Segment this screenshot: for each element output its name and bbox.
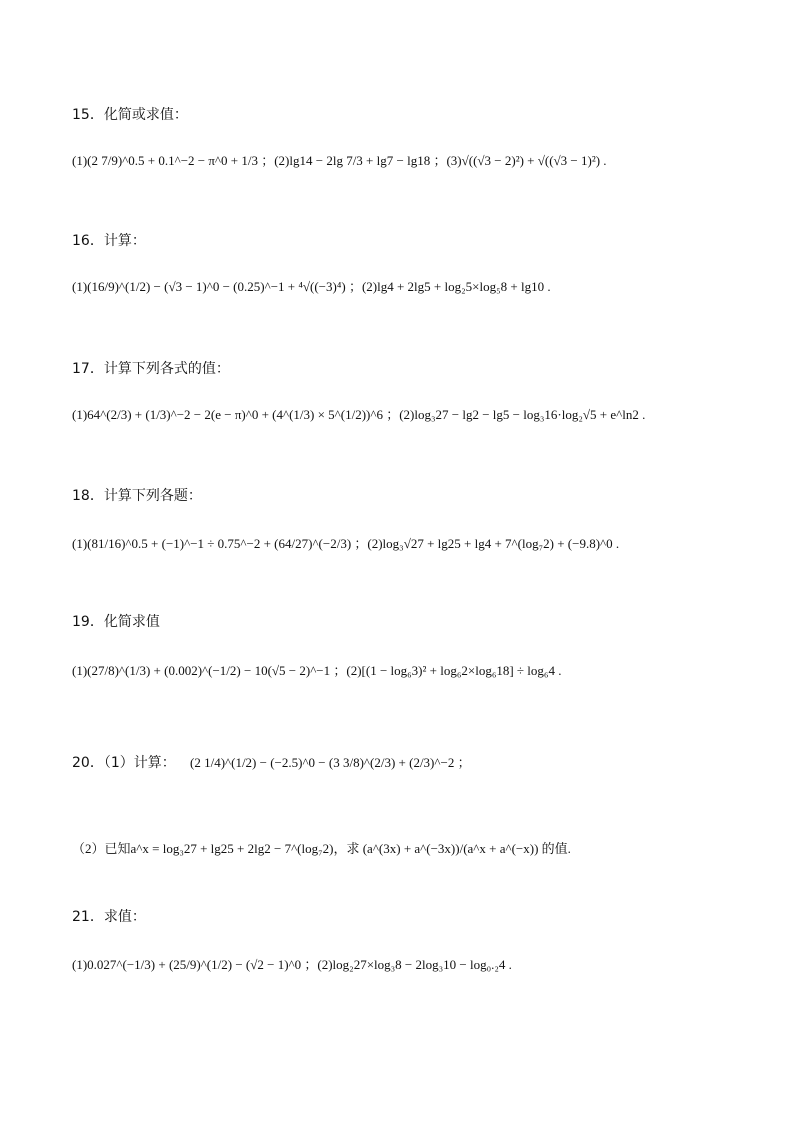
problem-21-expression: (1)0.027^(−1/3) + (25/9)^(1/2) − (√2 − 1)^0 ；(2)log₂27×log₃8 − 2log₃10 − log₀.₂4 . (72, 957, 512, 972)
problem-21-heading: 21．求值： (72, 909, 146, 925)
problem-19-expression: (1)(27/8)^(1/3) + (0.002)^(−1/2) − 10(√5 − 2)^−1 ；(2)[(1 − log₆3)² + log₆2×log₆18] ÷ log₆4 . (72, 663, 562, 678)
problem-15-heading: 15．化简或求值： (72, 107, 188, 123)
problem-16-expression: (1)(16/9)^(1/2) − (√3 − 1)^0 − (0.25)^−1 + ⁴√((−3)⁴) ；(2)lg4 + 2lg5 + log₂5×log₅8 + lg10 . (72, 279, 551, 294)
problem-19-heading: 19．化简求值 (72, 614, 160, 630)
problem-20-heading: 20．（1）计算： (72, 755, 176, 771)
problem-18-heading: 18．计算下列各题： (72, 488, 202, 504)
problem-15-expression: (1)(2 7/9)^0.5 + 0.1^−2 − π^0 + 1/3 ；(2)lg14 − 2lg 7/3 + lg7 − lg18 ；(3)√((√3 − 2)²) + √((√3 − 1)²) . (72, 153, 607, 168)
problem-17-expression: (1)64^(2/3) + (1/3)^−2 − 2(e − π)^0 + (4^(1/3) × 5^(1/2))^6 ；(2)log₃27 − lg2 − lg5 − log₃16·log₂√5 + e^ln2 . (72, 407, 646, 422)
problem-16-heading: 16．计算： (72, 233, 146, 249)
problem-20-part1-expression: (2 1/4)^(1/2) − (−2.5)^0 − (3 3/8)^(2/3) + (2/3)^−2 ； (190, 755, 471, 770)
problem-17-heading: 17．计算下列各式的值： (72, 361, 230, 377)
problem-20-part2-expression: （2）已知a^x = log₃27 + lg25 + 2lg2 − 7^(log₇2)，求 (a^(3x) + a^(−3x))/(a^x + a^(−x)) 的值. (72, 841, 571, 856)
problem-18-expression: (1)(81/16)^0.5 + (−1)^−1 ÷ 0.75^−2 + (64/27)^(−2/3) ；(2)log₃√27 + lg25 + lg4 + 7^(log₇2) + (−9.8)^0 . (72, 536, 620, 551)
